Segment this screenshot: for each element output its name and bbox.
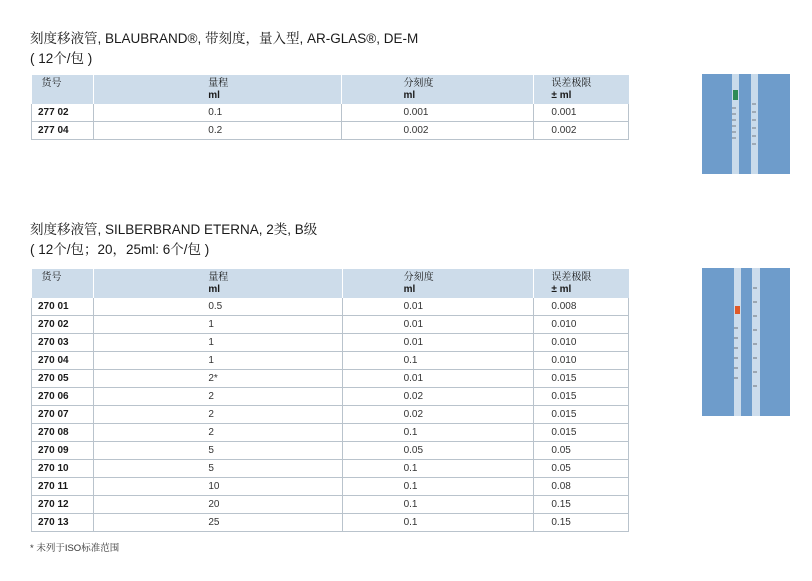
table-row [32, 334, 629, 352]
table-row [32, 496, 629, 514]
header-error: 误差极限 ± ml [534, 269, 629, 298]
cell-error: 0.015 [534, 424, 629, 442]
section2-table [31, 269, 629, 532]
table-row [32, 388, 629, 406]
cell-id: 277 02 [32, 104, 94, 122]
table-row [32, 514, 629, 532]
cell-range: 5 [94, 460, 342, 478]
cell-id: 270 12 [32, 496, 94, 514]
table-row [32, 460, 629, 478]
cell-error: 0.010 [534, 352, 629, 370]
header-division: 分刻度 ml [342, 269, 534, 298]
cell-error: 0.002 [534, 122, 629, 140]
cell-range: 25 [94, 514, 342, 532]
header-id: 货号 [32, 75, 94, 104]
section1-subtitle: ( 12个/包 ) [30, 51, 93, 66]
cell-division: 0.01 [342, 316, 534, 334]
cell-division: 0.1 [342, 352, 534, 370]
cell-id: 270 05 [32, 370, 94, 388]
table-row [32, 478, 629, 496]
cell-division: 0.1 [342, 496, 534, 514]
cell-id: 270 01 [32, 298, 94, 316]
cell-id: 270 08 [32, 424, 94, 442]
header-range: 量程 ml [94, 269, 342, 298]
cell-id: 270 07 [32, 406, 94, 424]
cell-range: 2* [94, 370, 342, 388]
cell-error: 0.010 [534, 316, 629, 334]
table-row [32, 370, 629, 388]
cell-division: 0.02 [342, 388, 534, 406]
cell-error: 0.008 [534, 298, 629, 316]
cell-range: 1 [94, 352, 342, 370]
cell-range: 0.2 [94, 122, 342, 140]
header-id: 货号 [32, 269, 94, 298]
cell-division: 0.1 [342, 424, 534, 442]
cell-range: 2 [94, 424, 342, 442]
header-error: 误差极限 ± ml [534, 75, 629, 104]
cell-id: 270 02 [32, 316, 94, 334]
section1-table [31, 75, 629, 140]
cell-division: 0.1 [342, 514, 534, 532]
table-header-row [32, 269, 629, 298]
cell-range: 1 [94, 316, 342, 334]
table-row [32, 122, 629, 140]
table-row [32, 424, 629, 442]
cell-division: 0.02 [342, 406, 534, 424]
cell-error: 0.001 [534, 104, 629, 122]
table-row [32, 316, 629, 334]
cell-range: 2 [94, 388, 342, 406]
cell-error: 0.015 [534, 406, 629, 424]
footnote: * 未列于ISO标准范围 [30, 543, 120, 554]
cell-range: 10 [94, 478, 342, 496]
cell-range: 0.1 [94, 104, 342, 122]
section1-title: 刻度移液管, BLAUBRAND®, 带刻度，量入型, AR-GLAS®, DE-M [30, 31, 419, 46]
cell-error: 0.08 [534, 478, 629, 496]
cell-id: 270 04 [32, 352, 94, 370]
cell-error: 0.010 [534, 334, 629, 352]
header-range: 量程 ml [94, 75, 342, 104]
section2-subtitle: ( 12个/包；20，25ml: 6个/包 ) [30, 242, 210, 257]
cell-id: 270 06 [32, 388, 94, 406]
cell-id: 270 10 [32, 460, 94, 478]
cell-id: 270 13 [32, 514, 94, 532]
cell-error: 0.05 [534, 460, 629, 478]
cell-division: 0.01 [342, 298, 534, 316]
cell-division: 0.001 [342, 104, 534, 122]
table-row [32, 104, 629, 122]
cell-id: 270 09 [32, 442, 94, 460]
cell-id: 270 11 [32, 478, 94, 496]
header-division: 分刻度 ml [342, 75, 534, 104]
cell-range: 20 [94, 496, 342, 514]
cell-error: 0.15 [534, 514, 629, 532]
cell-error: 0.015 [534, 388, 629, 406]
pipette-photo-silberbrand [702, 268, 790, 416]
cell-division: 0.05 [342, 442, 534, 460]
cell-division: 0.01 [342, 370, 534, 388]
table-row [32, 298, 629, 316]
cell-id: 277 04 [32, 122, 94, 140]
cell-id: 270 03 [32, 334, 94, 352]
cell-error: 0.015 [534, 370, 629, 388]
table-header-row [32, 75, 629, 104]
table-row [32, 352, 629, 370]
cell-division: 0.1 [342, 460, 534, 478]
cell-error: 0.05 [534, 442, 629, 460]
cell-range: 5 [94, 442, 342, 460]
cell-division: 0.1 [342, 478, 534, 496]
cell-division: 0.002 [342, 122, 534, 140]
table-row [32, 406, 629, 424]
cell-range: 0.5 [94, 298, 342, 316]
table-row [32, 442, 629, 460]
section2-title: 刻度移液管, SILBERBRAND ETERNA, 2类, B级 [30, 222, 318, 237]
cell-range: 1 [94, 334, 342, 352]
cell-division: 0.01 [342, 334, 534, 352]
cell-error: 0.15 [534, 496, 629, 514]
pipette-photo-blaubrand [702, 74, 790, 174]
cell-range: 2 [94, 406, 342, 424]
